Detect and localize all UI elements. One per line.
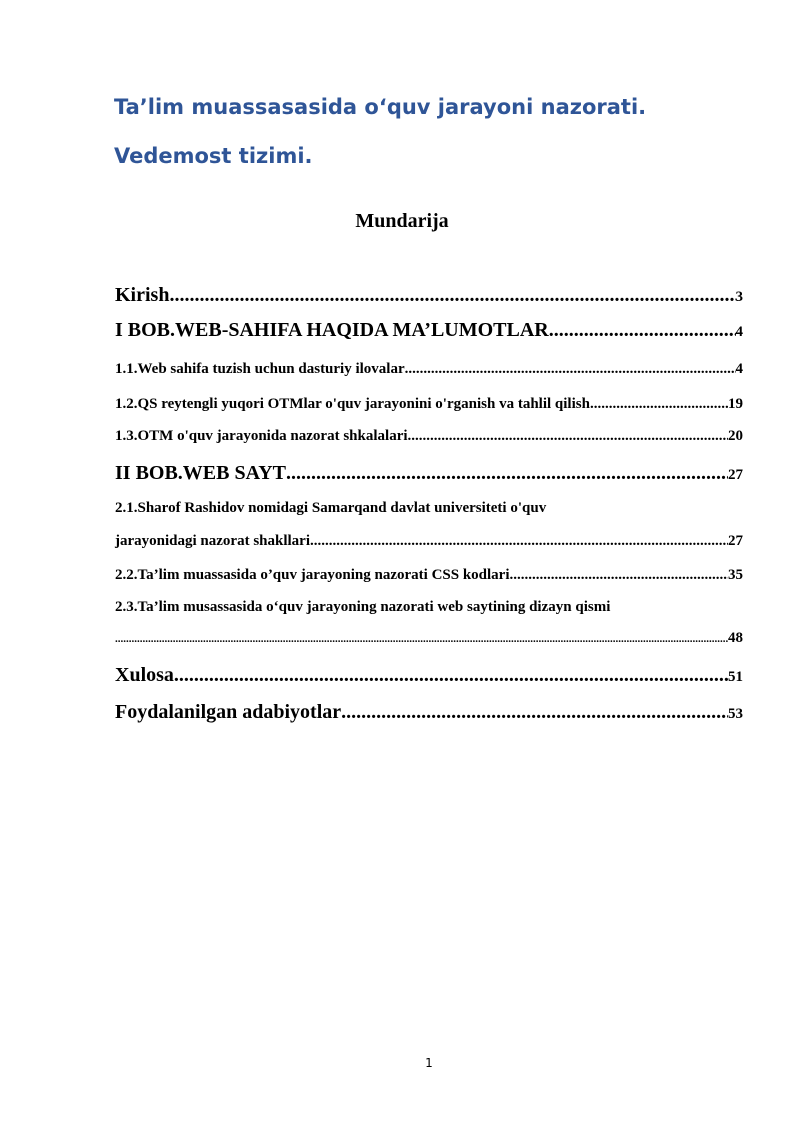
toc-entry-section-1-2[interactable] xyxy=(115,396,743,413)
toc-entry-label: Foydalanilgan adabiyotlar xyxy=(115,701,342,723)
toc-entry-section-2-1[interactable] xyxy=(115,533,743,550)
toc-dot-leader xyxy=(405,361,736,378)
toc-entry-page: 3 xyxy=(735,289,743,305)
toc-entry-label: 2.2.Ta’lim muassasida o’quv jarayoning nazorati CSS kodlari xyxy=(115,567,510,583)
toc-entry-section-2-3[interactable] xyxy=(115,630,743,647)
toc-dot-leader xyxy=(174,664,728,687)
toc-dot-leader xyxy=(408,428,728,445)
toc-entry-xulosa[interactable] xyxy=(115,664,743,687)
toc-dot-leader xyxy=(115,633,728,645)
page-number: 1 xyxy=(425,1056,433,1070)
toc-entry-label: I BOB.WEB-SAHIFA HAQIDA MA’LUMOTLAR xyxy=(115,319,549,341)
toc-entry-label: II BOB.WEB SAYT xyxy=(115,462,286,484)
toc-entry-page: 4 xyxy=(735,324,743,340)
toc-entry-chapter-1[interactable] xyxy=(115,319,743,342)
toc-entry-page: 51 xyxy=(728,669,743,685)
toc-dot-leader xyxy=(590,396,728,413)
toc-entry-section-2-1-line-1[interactable]: 2.1.Sharof Rashidov nomidagi Samarqand davlat universiteti o'quv xyxy=(115,500,547,516)
toc-entry-page: 35 xyxy=(728,567,743,583)
toc-heading: Mundarija xyxy=(355,210,449,232)
toc-entry-page: 27 xyxy=(728,533,743,549)
toc-dot-leader xyxy=(549,319,736,342)
toc-dot-leader xyxy=(286,462,728,485)
toc-dot-leader xyxy=(510,567,728,584)
document-title-line-2: Vedemost tizimi. xyxy=(114,144,313,168)
toc-entry-label: Xulosa xyxy=(115,664,174,686)
toc-entry-page: 27 xyxy=(728,467,743,483)
toc-entry-page: 53 xyxy=(728,706,743,722)
toc-dot-leader xyxy=(341,701,728,724)
toc-entry-section-2-2[interactable] xyxy=(115,567,743,584)
toc-entry-label: 1.3.OTM o'quv jarayonida nazorat shkalalari xyxy=(115,428,408,444)
toc-entry-label: Kirish xyxy=(115,284,170,306)
toc-entry-kirish[interactable] xyxy=(115,284,743,307)
toc-entry-page: 48 xyxy=(728,630,743,646)
toc-entry-page: 19 xyxy=(728,396,743,412)
toc-entry-page: 20 xyxy=(728,428,743,444)
toc-entry-section-2-3-line-1[interactable]: 2.3.Ta’lim musassasida o‘quv jarayoning nazorati web saytining dizayn qismi xyxy=(115,599,611,615)
document-title-line-1: Ta’lim muassasasida o‘quv jarayoni nazorati. xyxy=(114,95,647,119)
toc-dot-leader xyxy=(314,533,728,550)
toc-entry-section-1-3[interactable] xyxy=(115,428,743,445)
toc-entry-label: 1.2.QS reytengli yuqori OTMlar o'quv jarayonini o'rganish va tahlil qilish xyxy=(115,396,590,412)
toc-entry-section-1-1[interactable] xyxy=(115,361,743,378)
toc-entry-page: 4 xyxy=(735,361,743,377)
toc-entry-chapter-2[interactable] xyxy=(115,462,743,485)
toc-dot-leader xyxy=(169,284,735,307)
toc-entry-references[interactable] xyxy=(115,701,743,724)
toc-entry-label: 1.1.Web sahifa tuzish uchun dasturiy ilovalar xyxy=(115,361,405,377)
toc-entry-label: jarayonidagi nazorat shakllari. xyxy=(115,533,314,549)
